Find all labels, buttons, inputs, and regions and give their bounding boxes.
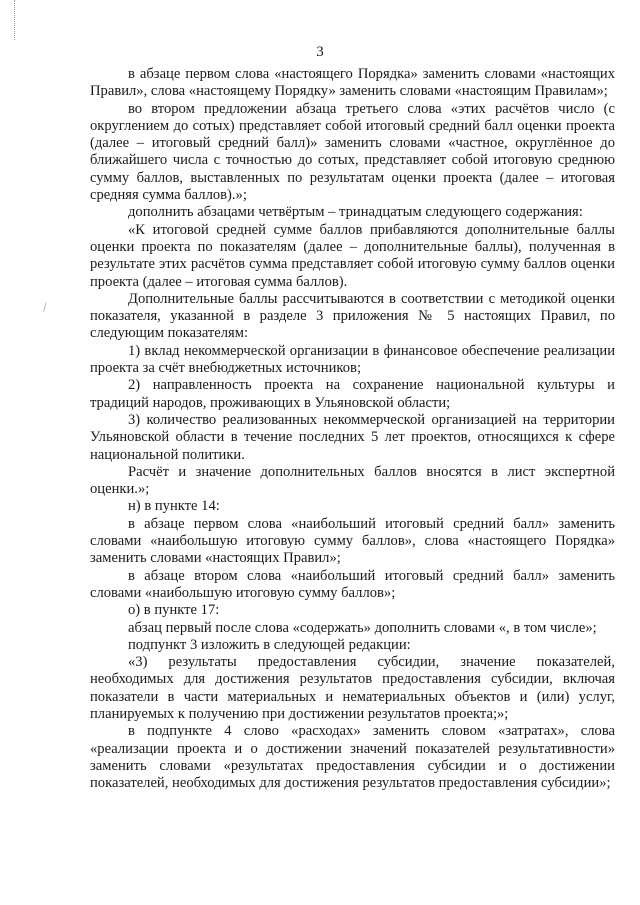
paragraph: в абзаце первом слова «настоящего Порядка» заменить словами «настоящих Правил», слова «настоящему Порядку» заменить словами «настоящим Правилам»; (90, 66, 615, 100)
paragraph: «3) результаты предоставления субсидии, значение показателей, необходимых для достижения результатов предоставления субсидии, включая показатели в части материальных и нематериальных объектов и (или) услуг, планируемых к получению при достижении результатов проекта;»; (90, 654, 615, 722)
paragraph: в подпункте 4 слово «расходах» заменить словом «затратах», слова «реализации проекта и о достижении значений показателей результативности» заменить словами «результатах предоставления субсидии и о достижении показателей, необходимых для достижения результатов предоставления субсидии»; (90, 723, 615, 792)
paragraph: «К итоговой средней сумме баллов прибавляются дополнительные баллы оценки проекта по показателям (далее – дополнительные баллы), полученная в результате этих расчётов сумма представляет собой итоговую сумму баллов оценки проекта (далее – итоговая сумма баллов). (90, 221, 615, 290)
paragraph: н) в пункте 14: (128, 498, 220, 515)
paragraph: во втором предложении абзаца третьего слова «этих расчётов число (с округлением до сотых) представляет собой итоговый средний балл оценки проекта (далее – итоговый средний балл)» заменить словами «частное, округлённое до ближайшего числа с точностью до сотых, представляет собой итоговую среднюю сумму баллов, выставленных по результатам оценки проекта (далее – итоговая средняя сумма баллов).»; (90, 100, 615, 204)
paragraph: Расчёт и значение дополнительных баллов вносятся в лист экспертной оценки.»; (90, 463, 615, 498)
paragraph: 1) вклад некоммерческой организации в финансовое обеспечение реализации проекта за счёт внебюджетных источников; (90, 342, 615, 377)
paragraph: о) в пункте 17: (128, 602, 220, 619)
margin-scan-mark (14, 0, 15, 40)
paragraph: подпункт 3 изложить в следующей редакции: (128, 636, 411, 653)
paragraph: в абзаце первом слова «наибольший итоговый средний балл» заменить словами «наибольшую итоговую сумму баллов», слова «настоящего Порядка» заменить словами «настоящих Правил»; (90, 515, 615, 567)
scan-artifact-mark: ⁄ (41, 300, 49, 314)
paragraph: 3) количество реализованных некоммерческой организацией на территории Ульяновской области в течение последних 5 лет проектов, относящихся к сфере национальной политики. (90, 411, 615, 463)
page-number: 3 (316, 44, 324, 60)
document-body (90, 66, 615, 792)
paragraph: 2) направленность проекта на сохранение национальной культуры и традиций народов, проживающих в Ульяновской области; (90, 377, 615, 411)
paragraph: Дополнительные баллы рассчитываются в соответствии с методикой оценки показателя, указанной в разделе 3 приложения № 5 настоящих Правил, по следующим показателям: (90, 290, 615, 342)
paragraph: абзац первый после слова «содержать» дополнить словами «, в том числе»; (128, 619, 597, 636)
paragraph: в абзаце втором слова «наибольший итоговый средний балл» заменить словами «наибольшую итоговую сумму баллов»; (90, 567, 615, 601)
paragraph: дополнить абзацами четвёртым – тринадцатым следующего содержания: (128, 204, 583, 221)
